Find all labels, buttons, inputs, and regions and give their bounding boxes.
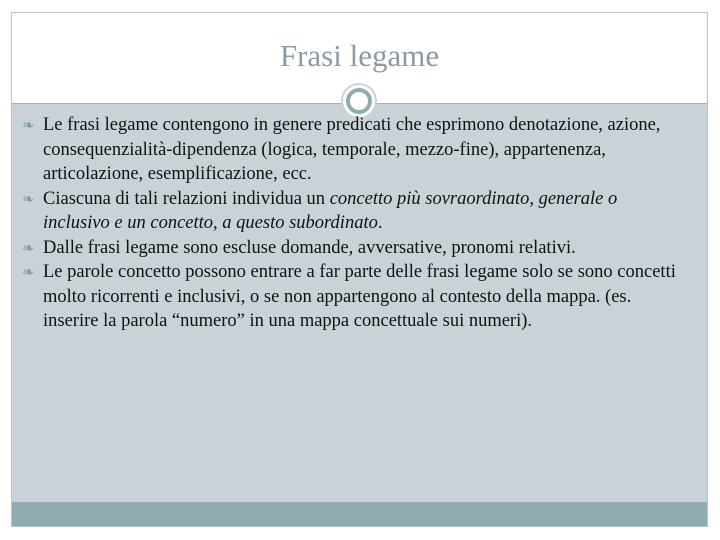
- bullet-text: Le parole concetto possono entrare a far parte delle frasi legame solo se sono concetti molto ricorrenti e inclusivi, o se non appartengono al contesto della mappa. (es. inserire la parola “numero” in una mappa concettuale sui numeri).: [43, 262, 676, 331]
- bullet-text: Ciascuna di tali relazioni individua un: [43, 188, 330, 209]
- bullet-item: [22, 187, 686, 236]
- curved-arrow-bullet-icon: ❧: [22, 118, 35, 134]
- bullet-text-italic: concetto più sovraordinato, generale o inclusivo e un concetto, a questo subordinato: [43, 188, 618, 233]
- bullet-item: [22, 260, 686, 334]
- bullet-list: [22, 113, 686, 334]
- footer-bar: [12, 502, 707, 526]
- curved-arrow-bullet-icon: ❧: [22, 240, 35, 257]
- bullet-item: [22, 113, 686, 187]
- bullet-item: [22, 236, 686, 261]
- curved-arrow-bullet-icon: ❧: [22, 191, 35, 208]
- curved-arrow-bullet-icon: ❧: [22, 265, 35, 281]
- bullet-text: Le frasi legame contengono in genere predicati che esprimono denotazione, azione, consequenzialità-dipendenza (logica, temporale, mezzo-fine), appartenenza, articolazione, esemplificazione, ecc.: [43, 115, 661, 184]
- slide-title: Frasi legame: [279, 38, 440, 73]
- bullet-text: .: [377, 213, 383, 233]
- bullet-text: Dalle frasi legame sono escluse domande, avversative, pronomi relativi.: [43, 237, 576, 258]
